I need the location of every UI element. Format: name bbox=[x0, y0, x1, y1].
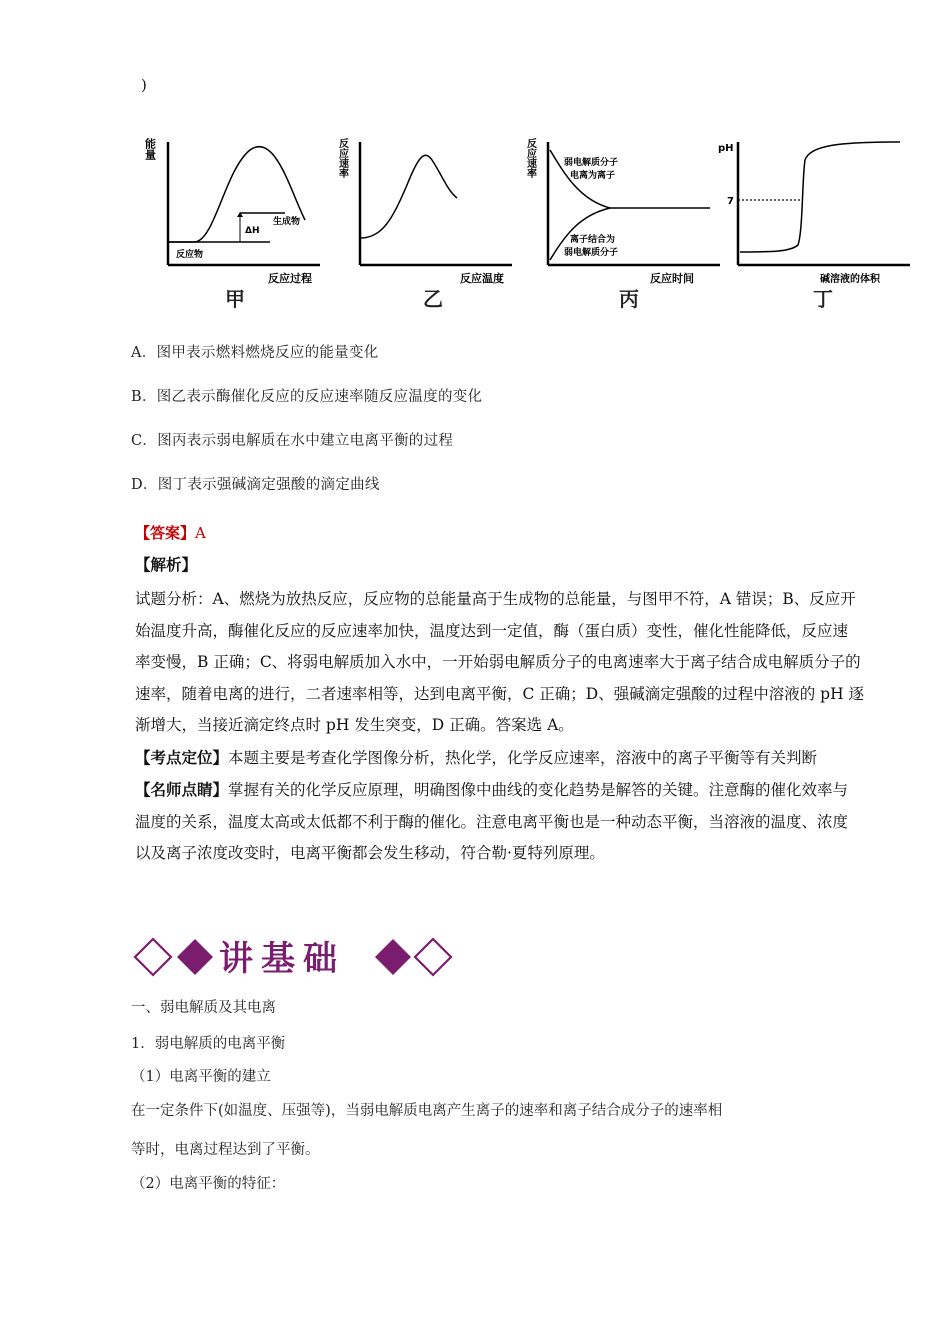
question-closing-paren: ) bbox=[141, 76, 147, 94]
figure-yi bbox=[337, 137, 513, 285]
fig-jia-xlabel: 反应过程 bbox=[268, 272, 312, 285]
fig-caption-ding: 丁 bbox=[813, 287, 833, 311]
analysis-line: 试题分析：A、燃烧为放热反应，反应物的总能量高于生成物的总能量，与图甲不符，A 错误；B、反应开 bbox=[135, 590, 856, 608]
mingshi-line: 以及离子浓度改变时，电离平衡都会发生移动，符合勒·夏特列原理。 bbox=[135, 844, 605, 862]
kaodian-line bbox=[135, 742, 897, 775]
figure-jia bbox=[144, 137, 321, 285]
fig-bing-label4: 弱电解质分子 bbox=[564, 248, 619, 258]
figure-row bbox=[140, 120, 910, 320]
answer-line bbox=[135, 522, 206, 543]
figure-ding bbox=[718, 142, 910, 285]
fig-ding-xlabel: 碱溶液的体积 bbox=[820, 274, 880, 285]
analysis-body bbox=[135, 584, 897, 870]
fig-ding-seven: 7 bbox=[727, 196, 734, 207]
option-b: B．图乙表示酶催化反应的反应速率随反应温度的变化 bbox=[131, 389, 483, 405]
answer-tag: 【答案】 bbox=[135, 524, 196, 542]
figure-bing bbox=[525, 137, 721, 285]
fig-bing-ylabel: 反应速率 bbox=[524, 138, 536, 178]
fig-caption-yi: 乙 bbox=[423, 287, 443, 311]
fig-jia-ylabel: 能量 bbox=[143, 138, 157, 160]
analysis-line: 始温度升高，酶催化反应的反应速率加快，温度达到一定值，酶（蛋白质）变性，催化性能降低，反应速 bbox=[135, 621, 849, 640]
banner-title: 讲基础 bbox=[219, 939, 345, 979]
fig-bing-label1: 弱电解质分子 bbox=[564, 158, 619, 168]
fig-caption-jia: 甲 bbox=[225, 287, 245, 311]
option-a: A．图甲表示燃料燃烧反应的能量变化 bbox=[131, 345, 379, 361]
section-banner bbox=[133, 935, 463, 977]
fig-yi-xlabel: 反应温度 bbox=[460, 272, 504, 285]
fig-bing-label3: 离子结合为 bbox=[570, 235, 616, 245]
figure-graphs bbox=[140, 120, 910, 320]
banner-diamond-filled-icon bbox=[375, 939, 411, 975]
subsubsection-heading: （2）电离平衡的特征： bbox=[131, 1176, 286, 1192]
kaodian-tag: 【考点定位】 bbox=[135, 747, 229, 767]
banner-diamond-outline-icon bbox=[135, 939, 171, 975]
option-d: D．图丁表示强碱滴定强酸的滴定曲线 bbox=[131, 477, 380, 493]
analysis-title: 【解析】 bbox=[135, 555, 198, 574]
fig-caption-bing: 丙 bbox=[619, 287, 639, 311]
fig-bing-xlabel: 反应时间 bbox=[650, 272, 694, 285]
banner-diamond-outline-icon bbox=[415, 939, 451, 975]
analysis-line: 速率，随着电离的进行，二者速率相等，达到电离平衡，C 正确；D、强碱滴定强酸的过程中溶液的 pH 逐 bbox=[135, 684, 865, 703]
analysis-line: 率变慢，B 正确；C、将弱电解质加入水中，一开始弱电解质分子的电离速率大于离子结合成电解质分子的 bbox=[135, 653, 861, 671]
fig-jia-product: 生成物 bbox=[273, 217, 301, 227]
fig-ding-ylabel: pH bbox=[718, 143, 734, 154]
answer-value: A bbox=[195, 524, 206, 542]
section-heading: 一、弱电解质及其电离 bbox=[131, 1000, 276, 1016]
banner-graphic bbox=[133, 935, 463, 981]
subsection-heading: 1．弱电解质的电离平衡 bbox=[131, 1036, 286, 1052]
body-text: 在一定条件下(如温度、压强等)，当弱电解质电离产生离子的速率和离子结合成分子的速率相 bbox=[131, 1103, 723, 1119]
mingshi-tag: 【名师点睛】 bbox=[135, 780, 229, 799]
mingshi-line: 温度的关系，温度太高或太低都不利于酶的催化。注意电离平衡也是一种动态平衡，当溶液的温度、浓度 bbox=[135, 812, 849, 831]
fig-jia-reactant: 反应物 bbox=[176, 250, 204, 260]
mingshi-line bbox=[135, 774, 897, 807]
subsubsection-heading: （1）电离平衡的建立 bbox=[131, 1069, 271, 1085]
option-c: C．图丙表示弱电解质在水中建立电离平衡的过程 bbox=[131, 433, 454, 449]
analysis-line: 渐增大，当接近滴定终点时 pH 发生突变，D 正确。答案选 A。 bbox=[135, 716, 574, 734]
mingshi-text: 掌握有关的化学反应原理，明确图像中曲线的变化趋势是解答的关键。注意酶的催化效率与 bbox=[228, 781, 849, 799]
fig-yi-ylabel: 反应速率 bbox=[336, 138, 348, 178]
fig-bing-label2: 电离为离子 bbox=[570, 171, 616, 181]
kaodian-text: 本题主要是考查化学图像分析，热化学，化学反应速率，溶液中的离子平衡等有关判断 bbox=[228, 748, 818, 767]
body-text: 等时，电离过程达到了平衡。 bbox=[131, 1142, 320, 1158]
banner-diamond-filled-icon bbox=[177, 939, 213, 975]
fig-jia-dh: ΔH bbox=[245, 226, 260, 236]
